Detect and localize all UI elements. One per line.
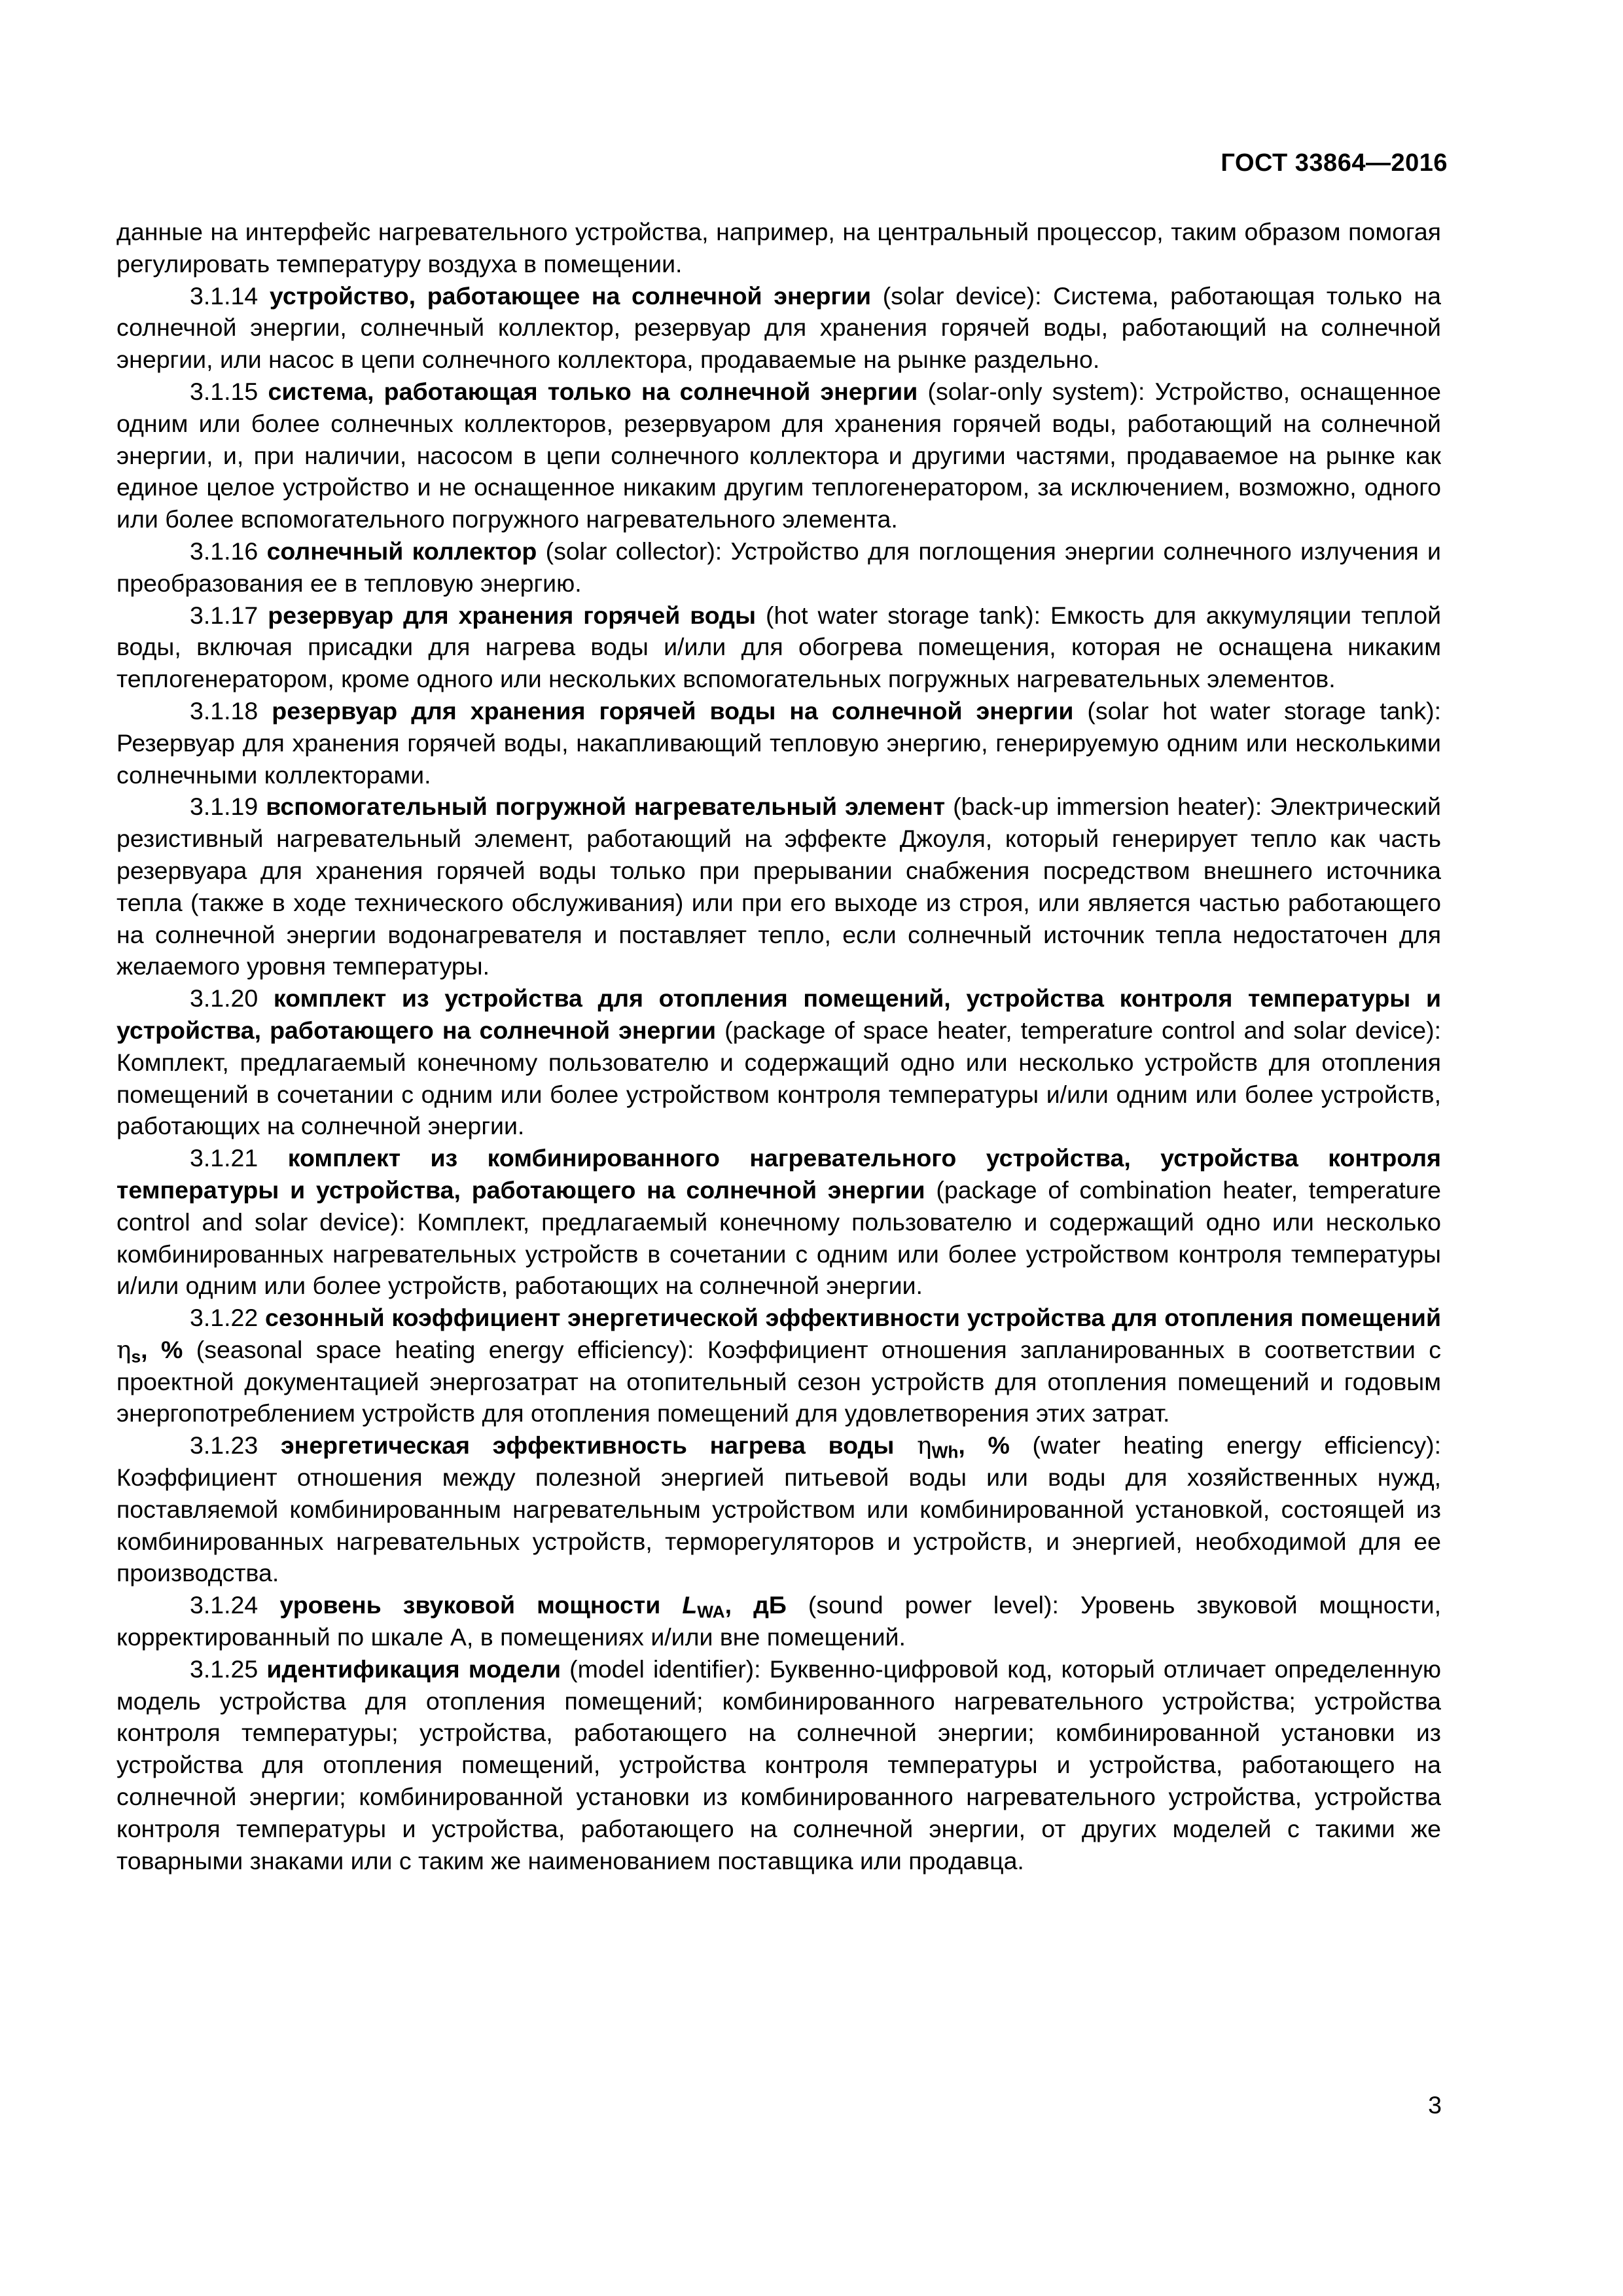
clause-number: 3.1.14 [190, 281, 259, 310]
definition-3-1-22 [116, 1302, 1441, 1429]
definition-3-1-19 [116, 791, 1441, 982]
eta-symbol: η [116, 1335, 132, 1364]
term: уровень звуковой мощности [279, 1591, 661, 1619]
definition-3-1-18 [116, 695, 1441, 791]
clause-number: 3.1.25 [190, 1655, 259, 1683]
clause-number: 3.1.20 [190, 984, 259, 1013]
definition-text: (solar collector): Устройство для поглощения энергии солнечного излучения и преобразования ее в тепловую энергию. [116, 537, 1442, 597]
definition-3-1-16 [116, 535, 1441, 600]
definition-text: (water heating energy efficiency): Коэффициент отношения между полезной энергией питьевой воды или воды для хозяйственных нужд, поставляемой комбинированным нагревательным устройством или комбинированной установкой, состоящей из комбинированных нагревательных устройств, терморегуляторов и устройств, и энергией, необходимой для ее производства. [116, 1431, 1441, 1587]
unit: , % [958, 1431, 1010, 1460]
term: солнечный коллектор [266, 537, 537, 565]
definition-text: (model identifier): Буквенно-цифровой код, который отличает определенную модель устройства для отопления помещений; комбинированного нагревательного устройства; устройства контроля температуры; устройства, работающего на солнечной энергии; комбинированной установки из устройства для отопления помещений, устройства контроля температуры и устройства, работающего на солнечной энергии; комбинированной установки из комбинированного нагревательного устройства, устройства контроля температуры и устройства, работающего на солнечной энергии, от других моделей с такими же товарными знаками или с таким же наименованием поставщика или продавца. [116, 1655, 1442, 1874]
unit: , % [141, 1335, 183, 1363]
definition-3-1-21 [116, 1142, 1441, 1302]
document-body [116, 216, 1441, 1876]
definition-text: (solar device): Система, работающая только на солнечной энергии, солнечный коллектор, резервуар для хранения горячей воды, работающий на солнечной энергии, или насос в цепи солнечного коллектора, продаваемые на рынке раздельно. [116, 281, 1441, 374]
clause-number: 3.1.24 [190, 1591, 259, 1619]
term: система, работающая только на солнечной энергии [268, 377, 918, 405]
definition-3-1-23 [116, 1429, 1441, 1589]
unit: , дБ [724, 1591, 787, 1619]
term: резервуар для хранения горячей воды на солнечной энергии [272, 696, 1074, 725]
clause-number: 3.1.17 [190, 601, 259, 629]
clause-number: 3.1.21 [190, 1144, 259, 1172]
continuation-paragraph: данные на интерфейс нагревательного устройства, например, на центральный процессор, таким образом помогая регулировать температуру воздуха в помещении. [116, 218, 1441, 278]
term: комплект из устройства для отопления помещений, устройства контроля температуры и устройства, работающего на солнечной энергии [116, 984, 1441, 1044]
clause-number: 3.1.19 [190, 793, 259, 821]
definition-3-1-17 [116, 600, 1441, 695]
definition-text: (back-up immersion heater): Электрический резистивный нагревательный элемент, работающий на эффекте Джоуля, который генерирует тепло как часть резервуара для хранения горячей воды только при прерывании снабжения посредством внешнего источника тепла (также в ходе технического обслуживания) или при его выходе из строя, или является частью работающего на солнечной энергии водонагревателя и поставляет тепло, если солнечный источник тепла недостаточен для желаемого уровня температуры. [116, 793, 1442, 980]
symbol-subscript: s [131, 1346, 141, 1367]
clause-number: 3.1.15 [190, 377, 259, 405]
term: идентификация модели [266, 1655, 562, 1683]
eta-symbol: η [917, 1431, 932, 1460]
term: сезонный коэффициент энергетической эффективности устройства для отопления помещений [264, 1304, 1441, 1332]
clause-number: 3.1.18 [190, 696, 259, 725]
definition-text: (seasonal space heating energy efficiency): Коэффициент отношения запланированных в соответствии с проектной документацией энергозатрат на отопительный сезон устройств для отопления помещений и годовым энергопотреблением устройств для отопления помещений для удовлетворения этих затрат. [116, 1335, 1441, 1427]
term: энергетическая эффективность нагрева воды [280, 1431, 895, 1460]
definition-3-1-15 [116, 376, 1441, 535]
definition-3-1-24 [116, 1589, 1441, 1653]
definition-3-1-25 [116, 1653, 1441, 1877]
clause-number: 3.1.23 [190, 1431, 259, 1460]
clause-number: 3.1.16 [190, 537, 259, 565]
document-header: ГОСТ 33864—2016 [1221, 149, 1448, 177]
term: вспомогательный погружной нагревательный элемент [266, 793, 946, 821]
term: комплект из комбинированного нагревательного устройства, устройства контроля температуры и устройства, работающего на солнечной энергии [116, 1144, 1442, 1204]
definition-text: (hot water storage tank): Емкость для аккумуляции теплой воды, включая присадки для нагрева воды и/или для обогрева помещения, которая не оснащена никаким теплогенератором, кроме одного или нескольких вспомогательных погружных нагревательных элементов. [116, 601, 1442, 693]
page-number: 3 [1428, 2091, 1442, 2119]
definition-text: (package of space heater, temperature control and solar device): Комплект, предлагаемый конечному пользователю и содержащий одно или несколько устройств для отопления помещений в сочетании с одним или более устройством контроля температуры и/или одним или более устройств, работающих на солнечной энергии. [116, 1016, 1441, 1140]
symbol-letter: L [682, 1591, 698, 1619]
symbol-subscript: Wh [931, 1442, 959, 1462]
clause-number: 3.1.22 [190, 1304, 259, 1332]
definition-text: (solar hot water storage tank): Резервуар для хранения горячей воды, накапливающий тепловую энергию, генерируемую одним или несколькими солнечными коллекторами. [116, 696, 1441, 789]
definition-3-1-14 [116, 280, 1441, 376]
definition-text: (package of combination heater, temperature control and solar device): Комплект, предлагаемый конечному пользователю и содержащий одно или несколько комбинированных нагревательных устройств в сочетании с одним или более устройством контроля температуры и/или одним или более устройств, работающих на солнечной энергии. [116, 1175, 1441, 1300]
definition-text: (sound power level): Уровень звуковой мощности, корректированный по шкале А, в помещениях и/или вне помещений. [116, 1591, 1441, 1651]
term: устройство, работающее на солнечной энергии [269, 281, 872, 310]
term: резервуар для хранения горячей воды [268, 601, 757, 629]
definition-text: (solar-only system): Устройство, оснащенное одним или более солнечных коллекторов, резервуаром для хранения горячей воды, работающий на солнечной энергии, и, при наличии, насосом в цепи солнечного коллектора и другими частями, продаваемое на рынке как единое целое устройство и не оснащенное никаким другим теплогенератором, за исключением, возможно, одного или более вспомогательного погружного нагревательного элемента. [116, 377, 1441, 533]
symbol-subscript: WA [697, 1602, 725, 1622]
definition-3-1-20 [116, 982, 1441, 1142]
